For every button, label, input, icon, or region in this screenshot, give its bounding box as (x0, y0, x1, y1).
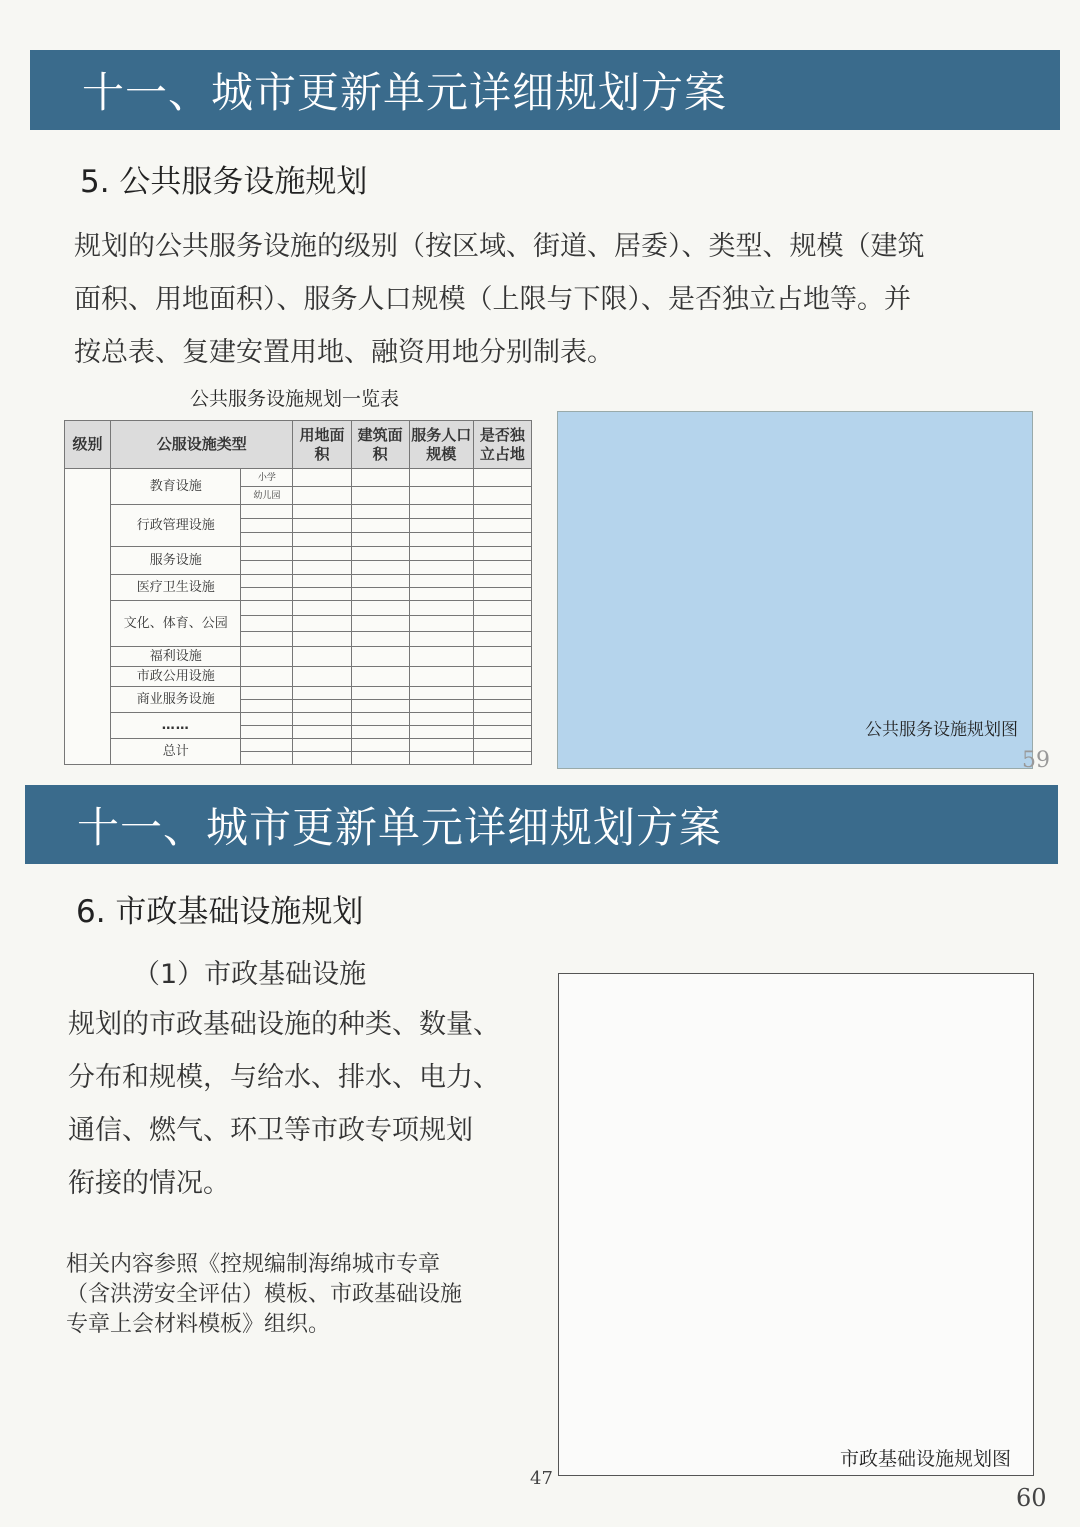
header-land-area: 用地面积 (293, 421, 351, 469)
center-page-number: 47 (530, 1468, 553, 1489)
header-floor-area: 建筑面积 (351, 421, 409, 469)
section-title: 十一、城市更新单元详细规划方案 (82, 68, 728, 117)
page-number: 59 (1022, 748, 1050, 773)
header-level: 级别 (65, 421, 111, 469)
level-cell (65, 469, 111, 765)
note-line: 相关内容参照《控规编制海绵城市专章 (66, 1252, 441, 1277)
row-admin: 行政管理设施 (111, 505, 241, 547)
paragraph-line: 衔接的情况。 (68, 1168, 230, 1199)
row-service: 服务设施 (111, 547, 241, 575)
row-welfare: 福利设施 (111, 646, 241, 666)
section-banner (30, 50, 1060, 130)
reference-note (66, 1250, 462, 1340)
row-education: 教育设施 (111, 469, 241, 505)
map-caption: 公共服务设施规划图 (865, 720, 1018, 740)
section-heading-6: 6. 市政基础设施规划 (76, 894, 364, 930)
page1-paragraph (74, 220, 925, 379)
header-population: 服务人口规模 (409, 421, 473, 469)
header-independent: 是否独立占地 (473, 421, 531, 469)
page2-paragraph (68, 998, 500, 1210)
row-total: 总计 (111, 738, 241, 764)
section-banner (25, 785, 1058, 864)
map-caption: 市政基础设施规划图 (839, 1448, 1011, 1470)
paragraph-line: 通信、燃气、环卫等市政专项规划 (68, 1115, 473, 1146)
paragraph-line: 面积、用地面积）、服务人口规模（上限与下限）、是否独立占地等。并 (74, 284, 911, 315)
municipal-map (558, 973, 1034, 1476)
paragraph-line: 规划的公共服务设施的级别（按区域、街道、居委）、类型、规模（建筑 (74, 231, 925, 262)
public-service-table (64, 420, 532, 765)
row-ellipsis: …… (111, 712, 241, 738)
row-municipal: 市政公用设施 (111, 666, 241, 686)
subheading: （1）市政基础设施 (133, 959, 367, 990)
public-service-map (557, 411, 1033, 769)
section-title: 十一、城市更新单元详细规划方案 (77, 802, 723, 852)
section-heading-5: 5. 公共服务设施规划 (80, 164, 368, 200)
row-commercial: 商业服务设施 (111, 686, 241, 712)
row-primary: 小学 (241, 469, 293, 487)
note-line: （含洪涝安全评估）模板、市政基础设施 (66, 1282, 463, 1307)
note-line: 专章上会材料模板》组织。 (66, 1312, 331, 1337)
paragraph-line: 规划的市政基础设施的种类、数量、 (68, 1009, 500, 1040)
paragraph-line: 按总表、复建安置用地、融资用地分别制表。 (74, 337, 614, 368)
header-type: 公服设施类型 (111, 421, 293, 469)
row-medical: 医疗卫生设施 (111, 575, 241, 601)
paragraph-line: 分布和规模，与给水、排水、电力、 (68, 1062, 500, 1093)
row-kindergarten: 幼儿园 (241, 487, 293, 505)
page-number: 60 (1016, 1484, 1047, 1512)
row-culture: 文化、体育、公园 (111, 601, 241, 646)
table-title: 公共服务设施规划一览表 (190, 388, 400, 410)
